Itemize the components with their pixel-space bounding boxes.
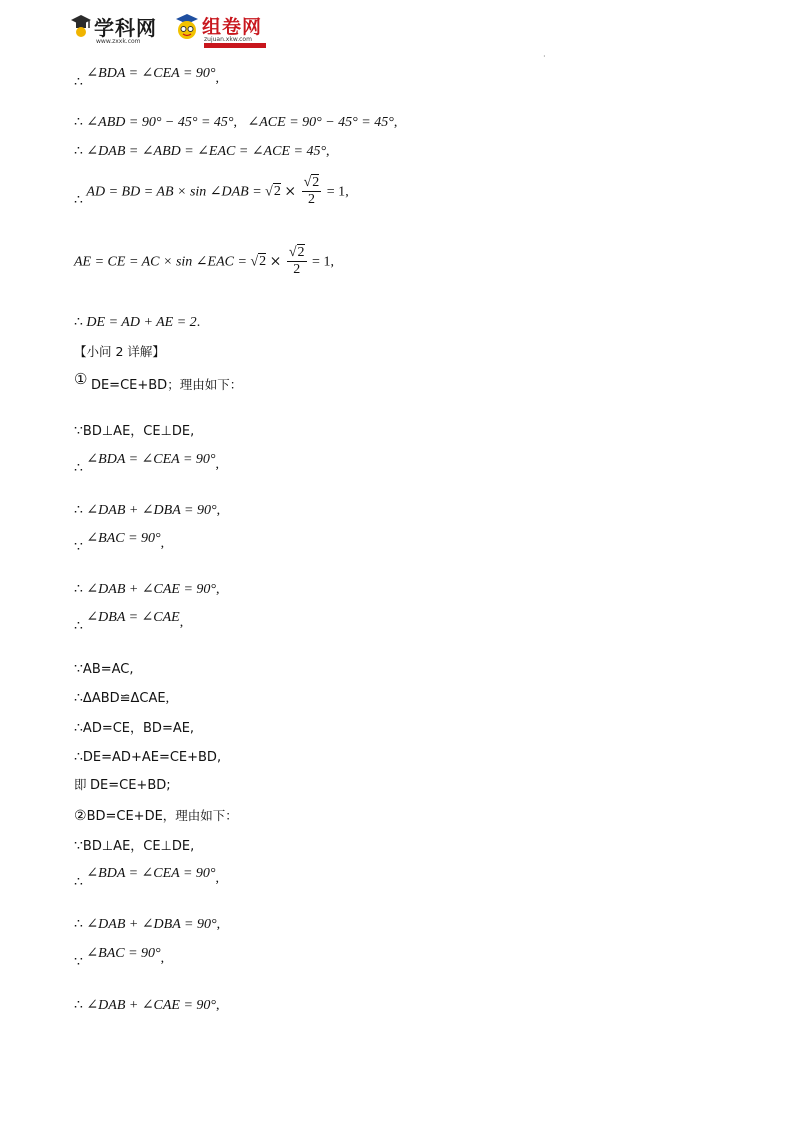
line-angle-values: ∴ ∠ABD = 90° − 45° = 45°, ∠ACE = 90° − 45° = 45°, <box>74 114 398 130</box>
equation: ∠ACE = 90° − 45° = 45° <box>247 115 394 130</box>
case-one-step-9: ∴DE=AD+AE=CE+BD, <box>74 749 222 765</box>
fraction: $\frac{√2}{2}$ <box>303 175 320 208</box>
case-two-step-3: ∵ ∠BAC = 90°, <box>74 946 165 970</box>
mascot-icon <box>174 12 200 42</box>
case-two-claim: ②BD=CE+DE，理由如下： <box>74 808 238 824</box>
therefore-symbol: ∴ <box>74 143 83 159</box>
zujuan-logo-url: zujuan.xkw.com <box>204 36 252 43</box>
stray-dot: · <box>543 52 546 61</box>
graduation-cap-icon <box>70 12 92 38</box>
equation: AE = CE = AC × sin ∠EAC = <box>74 254 247 270</box>
line-de: ∴ DE = AD + AE = 2. <box>74 314 201 330</box>
line-ae-ce: AE = CE = AC × sin ∠EAC = √2 × $\frac{√2}{2}$ = 1, <box>74 245 334 278</box>
case-two-given: ∵BD⊥AE，CE⊥DE, <box>74 838 195 854</box>
line-ad-bd: ∴ AD = BD = AB × sin ∠DAB = √2 × $\frac{√2}{2}$ = 1, <box>74 175 349 209</box>
line-angle-right: ∴ ∠BDA = ∠CEA = 90°, <box>74 66 220 90</box>
therefore-symbol: ∴ <box>74 192 83 209</box>
case-one-claim: ① DE=CE+BD；理由如下： <box>74 370 243 393</box>
sqrt-expression: √2 <box>250 254 267 270</box>
case-one-given: ∵BD⊥AE，CE⊥DE, <box>74 423 195 439</box>
sqrt-expression: √2 <box>265 184 281 200</box>
zujuan-logo-bar <box>204 43 266 48</box>
case-one-step-2: ∴ ∠DAB + ∠DBA = 90°, <box>74 502 221 518</box>
therefore-symbol: ∴ <box>74 314 83 330</box>
zxxk-logo-url: www.zxxk.com <box>96 38 141 45</box>
zxxk-logo <box>70 10 165 50</box>
line-angles-equal: ∴ ∠DAB = ∠ABD = ∠EAC = ∠ACE = 45°, <box>74 143 330 159</box>
case-one-step-7: ∴ΔABD≌ΔCAE, <box>74 690 170 706</box>
equation: AD = BD = AB × sin ∠DAB = <box>86 184 262 200</box>
case-one-step-5: ∴ ∠DBA = ∠CAE, <box>74 610 184 634</box>
zxxk-logo-text: 学科网 <box>94 16 157 40</box>
case-one-step-6: ∵AB=AC, <box>74 661 134 677</box>
case-one-step-8: ∴AD=CE，BD=AE, <box>74 720 195 736</box>
section-heading: 【小问 2 详解】 <box>74 344 165 359</box>
therefore-symbol: ∴ <box>74 74 83 90</box>
because-symbol: ∵ <box>74 423 83 439</box>
case-one-step-4: ∴ ∠DAB + ∠CAE = 90°, <box>74 581 220 597</box>
case-two-step-4: ∴ ∠DAB + ∠CAE = 90°, <box>74 997 220 1013</box>
equation: DE = AD + AE = 2 <box>86 315 197 330</box>
equation: ∠ABD = 90° − 45° = 45° <box>86 115 234 130</box>
equation: ∠BDA = ∠CEA = 90° <box>86 66 216 81</box>
zujuan-logo-text: 组卷网 <box>202 16 263 38</box>
equation: ∠DAB = ∠ABD = ∠EAC = ∠ACE = 45° <box>86 144 327 159</box>
therefore-symbol: ∴ <box>74 114 83 130</box>
case-one-conclusion: 即 DE=CE+BD; <box>74 777 171 793</box>
case-two-step-1: ∴ ∠BDA = ∠CEA = 90°, <box>74 866 220 890</box>
fraction: $\frac{√2}{2}$ <box>288 245 305 278</box>
case-one-step-3: ∵ ∠BAC = 90°, <box>74 531 165 555</box>
page-header <box>70 10 290 50</box>
case-two-step-2: ∴ ∠DAB + ∠DBA = 90°, <box>74 916 221 932</box>
zujuan-logo <box>174 10 284 50</box>
case-one-step-1: ∴ ∠BDA = ∠CEA = 90°, <box>74 452 220 476</box>
